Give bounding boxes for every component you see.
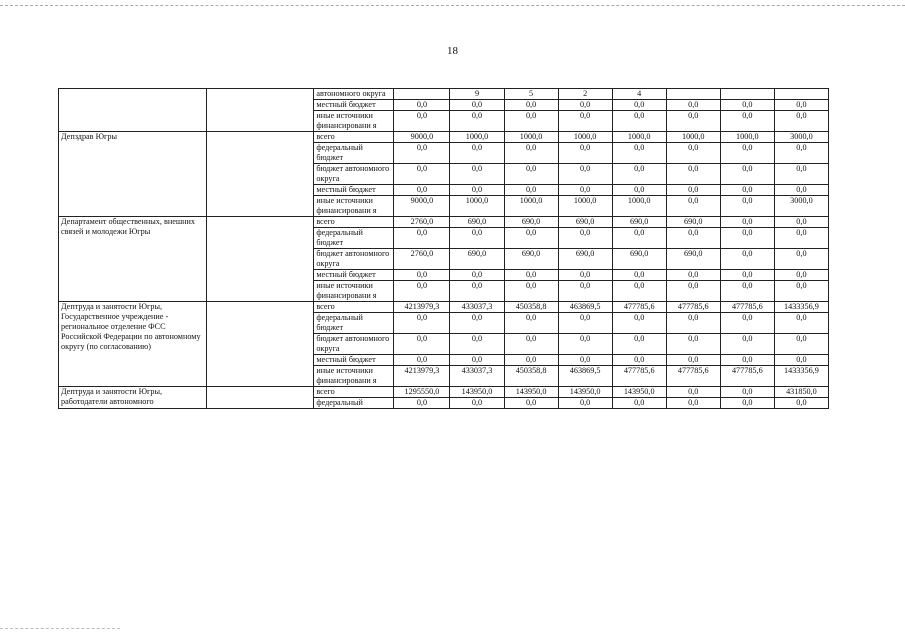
funding-source-cell: местный бюджет — [314, 355, 394, 366]
value-cell: 477785,6 — [666, 366, 720, 387]
funding-source-cell: местный бюджет — [314, 100, 394, 111]
funding-source-cell: автономного округа — [314, 89, 394, 100]
value-cell: 0,0 — [666, 313, 720, 334]
value-cell: 0,0 — [394, 334, 450, 355]
value-cell: 0,0 — [720, 111, 774, 132]
funding-source-cell: иные источники финансировани я — [314, 366, 394, 387]
value-cell: 690,0 — [558, 217, 612, 228]
value-cell: 0,0 — [394, 185, 450, 196]
value-cell: 477785,6 — [666, 302, 720, 313]
value-cell: 690,0 — [504, 217, 558, 228]
value-cell: 477785,6 — [612, 366, 666, 387]
value-cell: 431850,0 — [774, 387, 828, 398]
value-cell: 0,0 — [666, 398, 720, 409]
value-cell: 0,0 — [504, 228, 558, 249]
value-cell: 0,0 — [558, 270, 612, 281]
empty-cell — [207, 217, 314, 302]
value-cell: 0,0 — [720, 281, 774, 302]
value-cell: 1000,0 — [450, 196, 504, 217]
value-cell — [774, 89, 828, 100]
value-cell: 1000,0 — [450, 132, 504, 143]
empty-cell — [207, 132, 314, 217]
value-cell: 0,0 — [720, 355, 774, 366]
table-row — [59, 132, 829, 143]
value-cell: 0,0 — [612, 398, 666, 409]
value-cell: 5 — [504, 89, 558, 100]
value-cell: 0,0 — [774, 313, 828, 334]
value-cell: 0,0 — [558, 313, 612, 334]
scan-edge-bottom — [0, 628, 120, 629]
value-cell: 0,0 — [504, 355, 558, 366]
value-cell — [666, 89, 720, 100]
value-cell: 463869,5 — [558, 302, 612, 313]
value-cell: 0,0 — [612, 281, 666, 302]
value-cell: 0,0 — [720, 249, 774, 270]
value-cell: 0,0 — [450, 185, 504, 196]
value-cell: 9 — [450, 89, 504, 100]
value-cell: 0,0 — [394, 228, 450, 249]
value-cell: 0,0 — [666, 185, 720, 196]
value-cell: 0,0 — [774, 398, 828, 409]
value-cell: 0,0 — [774, 164, 828, 185]
value-cell: 0,0 — [450, 281, 504, 302]
value-cell: 433037,3 — [450, 302, 504, 313]
value-cell — [394, 89, 450, 100]
value-cell: 450358,8 — [504, 302, 558, 313]
value-cell: 0,0 — [450, 270, 504, 281]
value-cell: 0,0 — [774, 281, 828, 302]
value-cell: 0,0 — [720, 185, 774, 196]
value-cell: 1000,0 — [666, 132, 720, 143]
value-cell: 0,0 — [450, 313, 504, 334]
scan-edge-top — [0, 5, 905, 6]
funding-source-cell: бюджет автономного округа — [314, 164, 394, 185]
value-cell: 0,0 — [394, 143, 450, 164]
value-cell: 3000,0 — [774, 196, 828, 217]
value-cell: 0,0 — [720, 228, 774, 249]
funding-source-cell: всего — [314, 302, 394, 313]
value-cell: 690,0 — [612, 249, 666, 270]
value-cell: 0,0 — [612, 164, 666, 185]
value-cell: 1000,0 — [612, 132, 666, 143]
value-cell: 143950,0 — [450, 387, 504, 398]
value-cell: 433037,3 — [450, 366, 504, 387]
value-cell: 1000,0 — [504, 196, 558, 217]
value-cell: 0,0 — [504, 281, 558, 302]
value-cell: 0,0 — [558, 100, 612, 111]
value-cell: 0,0 — [666, 111, 720, 132]
value-cell: 0,0 — [450, 100, 504, 111]
empty-cell — [207, 387, 314, 409]
value-cell: 0,0 — [612, 185, 666, 196]
value-cell: 477785,6 — [612, 302, 666, 313]
value-cell: 0,0 — [666, 270, 720, 281]
value-cell: 9000,0 — [394, 196, 450, 217]
value-cell: 0,0 — [394, 111, 450, 132]
value-cell: 0,0 — [720, 313, 774, 334]
value-cell: 0,0 — [558, 228, 612, 249]
value-cell: 1000,0 — [612, 196, 666, 217]
value-cell: 4 — [612, 89, 666, 100]
value-cell: 143950,0 — [558, 387, 612, 398]
value-cell: 0,0 — [504, 313, 558, 334]
value-cell: 0,0 — [774, 270, 828, 281]
value-cell: 0,0 — [394, 164, 450, 185]
value-cell: 0,0 — [666, 355, 720, 366]
value-cell: 1000,0 — [720, 132, 774, 143]
value-cell: 0,0 — [394, 270, 450, 281]
value-cell: 0,0 — [774, 334, 828, 355]
value-cell: 0,0 — [394, 398, 450, 409]
funding-source-cell: федеральный бюджет — [314, 313, 394, 334]
value-cell: 0,0 — [720, 217, 774, 228]
value-cell: 0,0 — [612, 270, 666, 281]
value-cell: 0,0 — [450, 111, 504, 132]
value-cell: 0,0 — [558, 281, 612, 302]
value-cell: 0,0 — [394, 355, 450, 366]
value-cell: 0,0 — [394, 100, 450, 111]
value-cell: 0,0 — [558, 164, 612, 185]
page-number: 18 — [447, 45, 458, 57]
value-cell: 0,0 — [720, 164, 774, 185]
value-cell: 690,0 — [504, 249, 558, 270]
value-cell: 690,0 — [666, 249, 720, 270]
value-cell: 1000,0 — [558, 132, 612, 143]
value-cell: 1000,0 — [558, 196, 612, 217]
funding-source-cell: иные источники финансировани я — [314, 196, 394, 217]
value-cell: 450358,8 — [504, 366, 558, 387]
value-cell: 0,0 — [394, 313, 450, 334]
responsible-cell: Дептруда и занятости Югры, Государственное учреждение - региональное отделение ФСС Российской Федерации по автономному округу (по согласованию) — [59, 302, 207, 387]
value-cell: 0,0 — [612, 228, 666, 249]
value-cell: 0,0 — [450, 143, 504, 164]
value-cell: 0,0 — [774, 249, 828, 270]
funding-source-cell: федеральный — [314, 398, 394, 409]
value-cell: 0,0 — [612, 100, 666, 111]
value-cell: 0,0 — [450, 228, 504, 249]
value-cell: 0,0 — [394, 281, 450, 302]
value-cell: 0,0 — [558, 398, 612, 409]
value-cell: 0,0 — [774, 217, 828, 228]
value-cell: 3000,0 — [774, 132, 828, 143]
value-cell: 1433356,9 — [774, 366, 828, 387]
value-cell: 0,0 — [504, 185, 558, 196]
responsible-cell — [59, 89, 207, 132]
value-cell: 0,0 — [666, 334, 720, 355]
value-cell: 0,0 — [450, 355, 504, 366]
funding-source-cell: федеральный бюджет — [314, 143, 394, 164]
value-cell: 0,0 — [774, 111, 828, 132]
value-cell: 477785,6 — [720, 302, 774, 313]
value-cell: 0,0 — [612, 313, 666, 334]
empty-cell — [207, 89, 314, 132]
value-cell: 4213979,3 — [394, 302, 450, 313]
funding-source-cell: всего — [314, 132, 394, 143]
value-cell: 0,0 — [504, 164, 558, 185]
value-cell: 690,0 — [450, 217, 504, 228]
value-cell: 0,0 — [720, 100, 774, 111]
value-cell: 0,0 — [720, 143, 774, 164]
value-cell: 0,0 — [774, 143, 828, 164]
value-cell: 0,0 — [558, 111, 612, 132]
value-cell: 9000,0 — [394, 132, 450, 143]
funding-source-cell: всего — [314, 217, 394, 228]
value-cell: 0,0 — [720, 398, 774, 409]
value-cell: 0,0 — [450, 334, 504, 355]
value-cell: 0,0 — [774, 100, 828, 111]
value-cell — [720, 89, 774, 100]
value-cell: 0,0 — [666, 196, 720, 217]
table-row — [59, 89, 829, 100]
value-cell: 0,0 — [504, 143, 558, 164]
value-cell: 0,0 — [612, 355, 666, 366]
value-cell: 0,0 — [666, 281, 720, 302]
funding-source-cell: всего — [314, 387, 394, 398]
responsible-cell: Дептруда и занятости Югры, работодатели автономного — [59, 387, 207, 409]
value-cell: 0,0 — [666, 387, 720, 398]
value-cell: 2 — [558, 89, 612, 100]
value-cell: 1433356,9 — [774, 302, 828, 313]
value-cell: 143950,0 — [504, 387, 558, 398]
value-cell: 1295550,0 — [394, 387, 450, 398]
value-cell: 0,0 — [666, 143, 720, 164]
value-cell: 0,0 — [558, 334, 612, 355]
value-cell: 0,0 — [774, 185, 828, 196]
funding-source-cell: местный бюджет — [314, 185, 394, 196]
value-cell: 0,0 — [666, 228, 720, 249]
value-cell: 0,0 — [558, 355, 612, 366]
value-cell: 477785,6 — [720, 366, 774, 387]
value-cell: 2760,0 — [394, 217, 450, 228]
value-cell: 0,0 — [504, 398, 558, 409]
funding-source-cell: иные источники финансировани я — [314, 111, 394, 132]
budget-table-body — [59, 89, 829, 409]
value-cell: 0,0 — [666, 164, 720, 185]
value-cell: 690,0 — [666, 217, 720, 228]
value-cell: 2760,0 — [394, 249, 450, 270]
funding-source-cell: бюджет автономного округа — [314, 334, 394, 355]
value-cell: 0,0 — [504, 270, 558, 281]
budget-table — [58, 88, 829, 409]
funding-source-cell: местный бюджет — [314, 270, 394, 281]
table-row — [59, 302, 829, 313]
value-cell: 0,0 — [720, 270, 774, 281]
table-row — [59, 387, 829, 398]
value-cell: 0,0 — [774, 228, 828, 249]
value-cell: 0,0 — [504, 100, 558, 111]
value-cell: 463869,5 — [558, 366, 612, 387]
funding-source-cell: иные источники финансировани я — [314, 281, 394, 302]
empty-cell — [207, 302, 314, 387]
value-cell: 0,0 — [558, 143, 612, 164]
value-cell: 4213979,3 — [394, 366, 450, 387]
value-cell: 0,0 — [720, 334, 774, 355]
value-cell: 0,0 — [612, 111, 666, 132]
value-cell: 0,0 — [720, 387, 774, 398]
value-cell: 690,0 — [450, 249, 504, 270]
value-cell: 0,0 — [720, 196, 774, 217]
value-cell: 1000,0 — [504, 132, 558, 143]
value-cell: 0,0 — [612, 143, 666, 164]
funding-source-cell: федеральный бюджет — [314, 228, 394, 249]
responsible-cell: Департамент общественных, внешних связей и молодежи Югры — [59, 217, 207, 302]
value-cell: 0,0 — [558, 185, 612, 196]
value-cell: 143950,0 — [612, 387, 666, 398]
table-row — [59, 217, 829, 228]
value-cell: 690,0 — [558, 249, 612, 270]
value-cell: 0,0 — [450, 398, 504, 409]
value-cell: 0,0 — [774, 355, 828, 366]
responsible-cell: Депздрав Югры — [59, 132, 207, 217]
value-cell: 0,0 — [666, 100, 720, 111]
funding-source-cell: бюджет автономного округа — [314, 249, 394, 270]
value-cell: 0,0 — [504, 111, 558, 132]
value-cell: 0,0 — [504, 334, 558, 355]
value-cell: 0,0 — [450, 164, 504, 185]
value-cell: 690,0 — [612, 217, 666, 228]
value-cell: 0,0 — [612, 334, 666, 355]
